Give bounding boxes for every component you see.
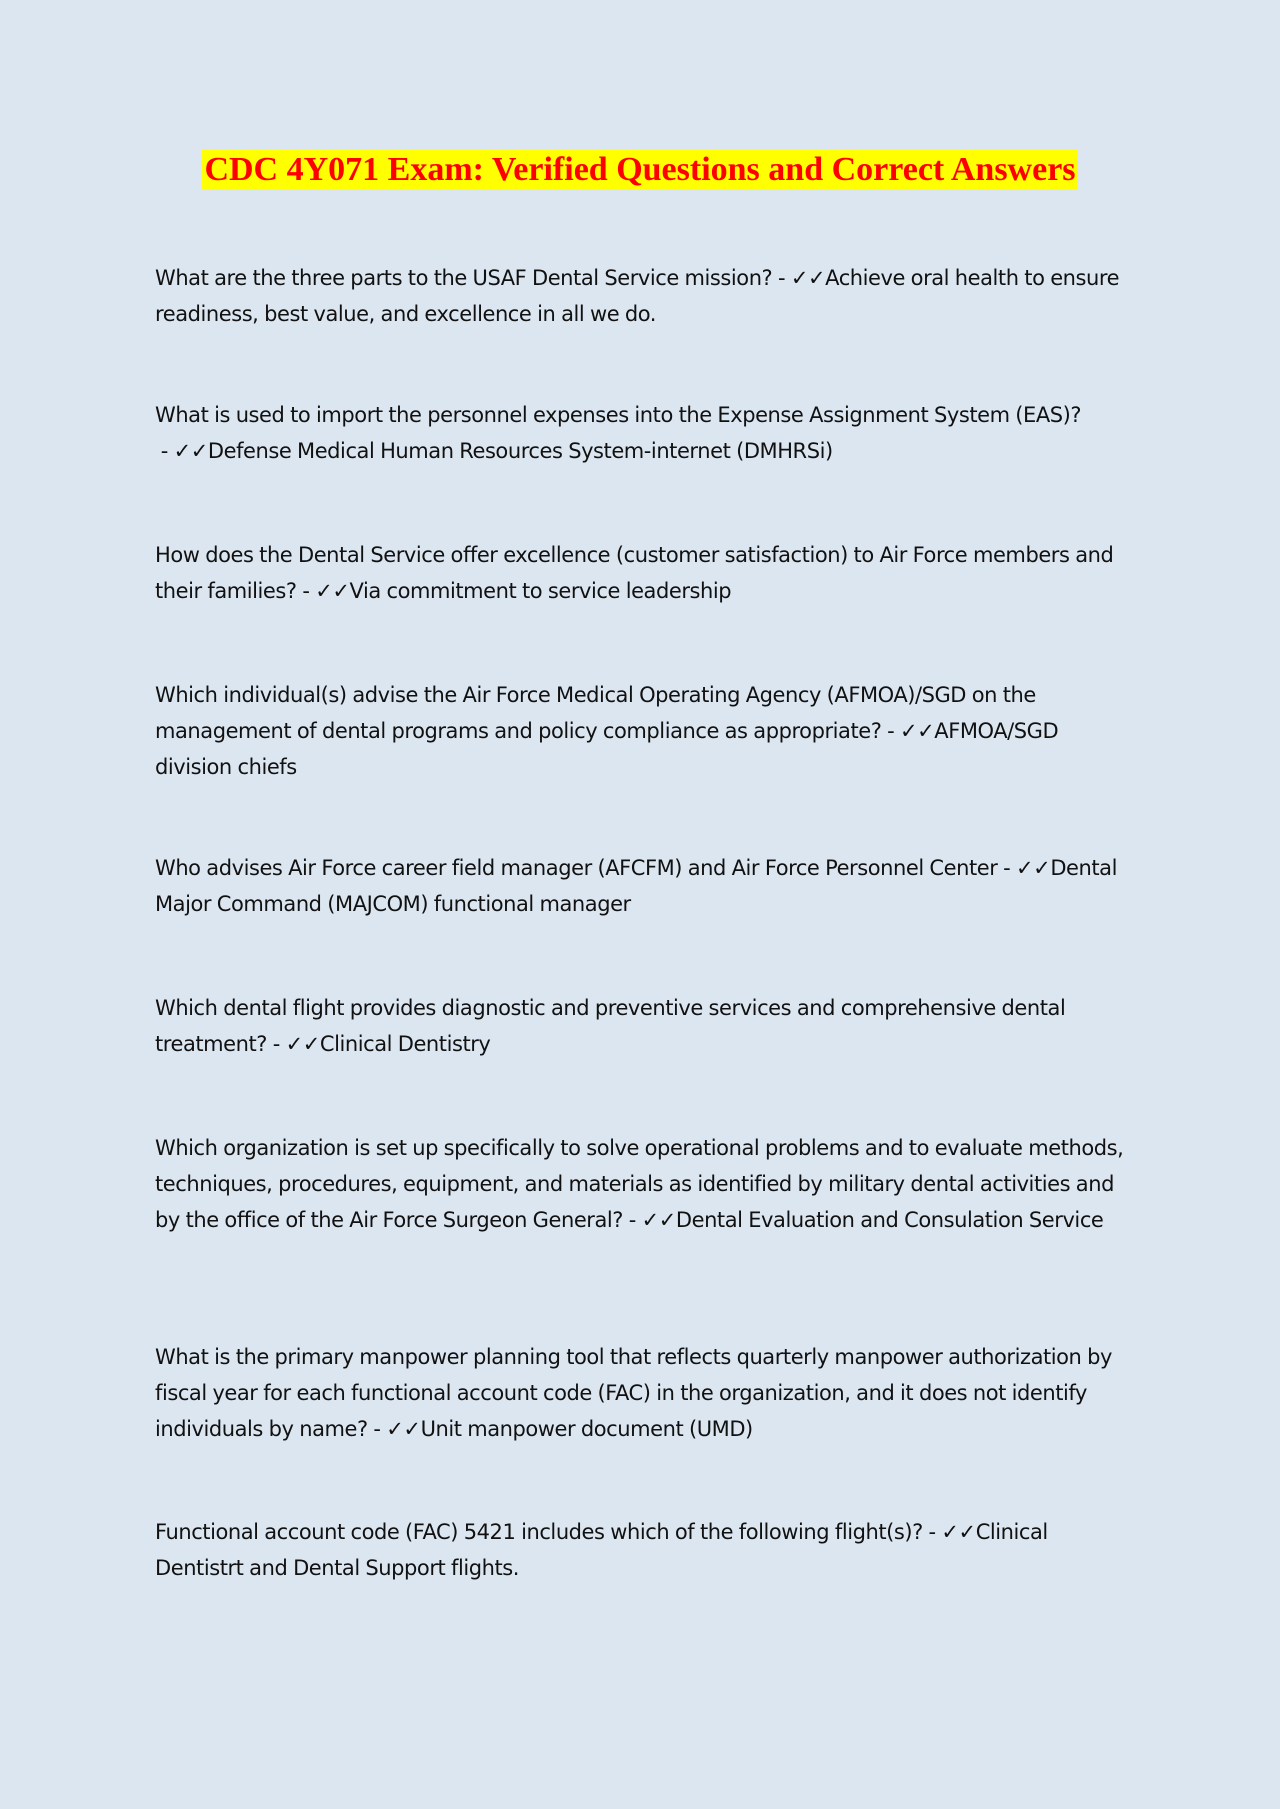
qa-item: What are the three parts to the USAF Dental Service mission? - ✓✓Achieve oral health to ensure readiness, best value, and excellence in all we do. [155, 266, 1120, 326]
qa-item: Functional account code (FAC) 5421 includes which of the following flight(s)? - ✓✓Clinical Dentistrt and Dental Support flights. [155, 1520, 1048, 1580]
check-mark-icon: ✓✓ [790, 266, 826, 290]
check-mark-icon: ✓✓ [173, 439, 208, 463]
qa-item: Which individual(s) advise the Air Force Medical Operating Agency (AFMOA)/SGD on the management of dental programs and policy compliance as appropriate? - ✓✓AFMOA/SGD division chiefs [155, 683, 1059, 779]
check-mark-icon: ✓✓ [386, 1417, 421, 1441]
check-mark-icon: ✓✓ [900, 719, 935, 743]
question-text: What is used to import the personnel expenses into the Expense Assignment System (EAS)? [155, 403, 1082, 427]
answer-text: Defense Medical Human Resources System-internet (DMHRSi) [207, 439, 833, 463]
question-text: What is the primary manpower planning tool that reflects quarterly manpower authorization by fiscal year for each functional account code (FAC) in the organization, and it does not identify individuals by name? [155, 1345, 1112, 1441]
answer-text: Dental Major Command (MAJCOM) functional manager [155, 856, 1117, 916]
qa-item: What is used to import the personnel expenses into the Expense Assignment System (EAS)? - ✓✓Defense Medical Human Resources System-internet (DMHRSi) [155, 403, 1082, 463]
check-mark-icon: ✓✓ [285, 1032, 320, 1056]
question-text: How does the Dental Service offer excellence (customer satisfaction) to Air Force members and their families? [155, 543, 1114, 603]
question-text: Who advises Air Force career field manager (AFCFM) and Air Force Personnel Center [155, 856, 998, 880]
answer-text: Via commitment to service leadership [349, 579, 732, 603]
check-mark-icon: ✓✓ [315, 579, 350, 603]
answer-text: Achieve oral health to ensure readiness, best value, and excellence in all we do. [155, 266, 1120, 326]
check-mark-icon: ✓✓ [1016, 856, 1051, 880]
question-text: Which organization is set up specifically to solve operational problems and to evaluate methods, techniques, procedures, equipment, and materials as identified by military dental activities and by the office of the Air Force Surgeon General? [155, 1136, 1124, 1232]
answer-text: Clinical Dentistry [319, 1032, 491, 1056]
qa-item: Who advises Air Force career field manager (AFCFM) and Air Force Personnel Center - ✓✓Dental Major Command (MAJCOM) functional manager [155, 856, 1117, 916]
question-text: Functional account code (FAC) 5421 includes which of the following flight(s)? [155, 1520, 923, 1544]
question-text: What are the three parts to the USAF Dental Service mission? [155, 266, 773, 290]
qa-item: How does the Dental Service offer excellence (customer satisfaction) to Air Force members and their families? - ✓✓Via commitment to service leadership [155, 543, 1114, 603]
qa-item: Which organization is set up specifically to solve operational problems and to evaluate methods, techniques, procedures, equipment, and materials as identified by military dental activities and by the office of the Air Force Surgeon General? - ✓✓Dental Evaluation and Consulation Service [155, 1136, 1124, 1232]
title-container [0, 150, 1280, 190]
answer-text: Dental Evaluation and Consulation Service [675, 1208, 1104, 1232]
document-title: CDC 4Y071 Exam: Verified Questions and Correct Answers [204, 151, 1076, 188]
question-text: Which dental flight provides diagnostic and preventive services and comprehensive dental treatment? [155, 996, 1066, 1056]
question-text: Which individual(s) advise the Air Force Medical Operating Agency (AFMOA)/SGD on the management of dental programs and policy compliance as appropriate? [155, 683, 1036, 743]
check-mark-icon: ✓✓ [941, 1520, 976, 1544]
qa-item: What is the primary manpower planning tool that reflects quarterly manpower authorization by fiscal year for each functional account code (FAC) in the organization, and it does not identify individuals by name? - ✓✓Unit manpower document (UMD) [155, 1345, 1112, 1441]
check-mark-icon: ✓✓ [641, 1208, 676, 1232]
answer-text: Clinical Dentistrt and Dental Support flights. [155, 1520, 1048, 1580]
qa-item: Which dental flight provides diagnostic and preventive services and comprehensive dental treatment? - ✓✓Clinical Dentistry [155, 996, 1066, 1056]
answer-text: Unit manpower document (UMD) [420, 1417, 753, 1441]
answer-text: AFMOA/SGD division chiefs [155, 719, 1059, 779]
